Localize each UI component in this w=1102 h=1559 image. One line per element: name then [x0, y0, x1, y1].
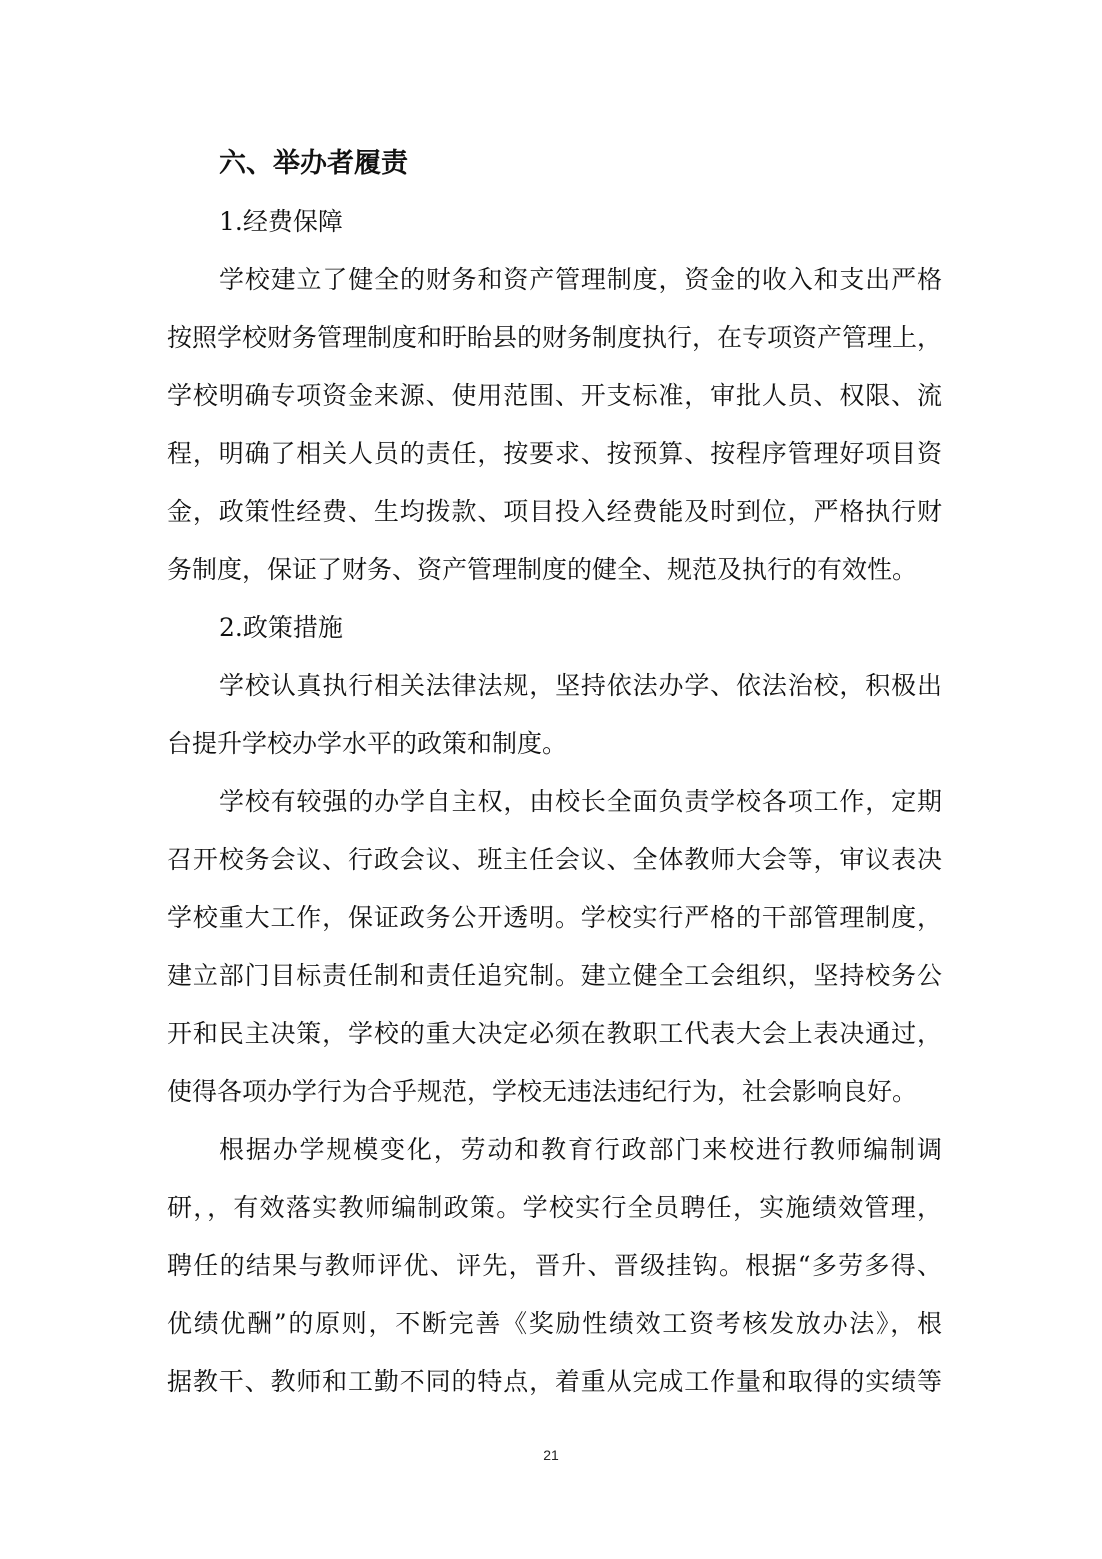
text-line: 据教干、教师和工勤不同的特点，着重从完成工作量和取得的实绩等 [167, 1367, 942, 1396]
text-line: 研，，有效落实教师编制政策。学校实行全员聘任，实施绩效管理， [167, 1193, 942, 1222]
text-line: 使得各项办学行为合乎规范，学校无违法违纪行为，社会影响良好。 [167, 1077, 918, 1106]
text-line: 学校有较强的办学自主权，由校长全面负责学校各项工作，定期 [219, 787, 942, 816]
text-line: 学校建立了健全的财务和资产管理制度，资金的收入和支出严格 [219, 265, 942, 294]
subsection-title-policy: 2.政策措施 [219, 613, 343, 642]
paragraph-policy-1 [167, 657, 942, 773]
text-line: 建立部门目标责任制和责任追究制。建立健全工会组织，坚持校务公 [167, 961, 942, 990]
text-line: 学校认真执行相关法律法规，坚持依法办学、依法治校，积极出 [219, 671, 942, 700]
text-line: 程，明确了相关人员的责任，按要求、按预算、按程序管理好项目资 [167, 439, 942, 468]
text-line: 学校重大工作，保证政务公开透明。学校实行严格的干部管理制度， [167, 903, 942, 932]
text-line: 召开校务会议、行政会议、班主任会议、全体教师大会等，审议表决 [167, 845, 942, 874]
paragraph-funding [167, 251, 942, 599]
text-line: 根据办学规模变化，劳动和教育行政部门来校进行教师编制调 [219, 1135, 942, 1164]
paragraph-policy-2 [167, 773, 942, 1121]
text-line: 学校明确专项资金来源、使用范围、开支标准，审批人员、权限、流 [167, 381, 942, 410]
text-line: 聘任的结果与教师评优、评先，晋升、晋级挂钩。根据“多劳多得、 [167, 1251, 942, 1280]
text-line: 金，政策性经费、生均拨款、项目投入经费能及时到位，严格执行财 [167, 497, 942, 526]
page-number: 21 [543, 1447, 559, 1463]
text-line: 务制度，保证了财务、资产管理制度的健全、规范及执行的有效性。 [167, 555, 918, 584]
section-heading: 六、举办者履责 [219, 148, 408, 179]
text-line: 按照学校财务管理制度和盱眙县的财务制度执行，在专项资产管理上， [167, 323, 943, 352]
subsection-title-funding: 1.经费保障 [219, 207, 343, 236]
text-line: 优绩优酬”的原则，不断完善《奖励性绩效工资考核发放办法》，根 [167, 1309, 942, 1338]
body-text [167, 135, 942, 1411]
text-line: 台提升学校办学水平的政策和制度。 [167, 729, 568, 758]
text-line: 开和民主决策，学校的重大决定必须在教职工代表大会上表决通过， [167, 1019, 942, 1048]
paragraph-policy-3 [167, 1121, 942, 1411]
